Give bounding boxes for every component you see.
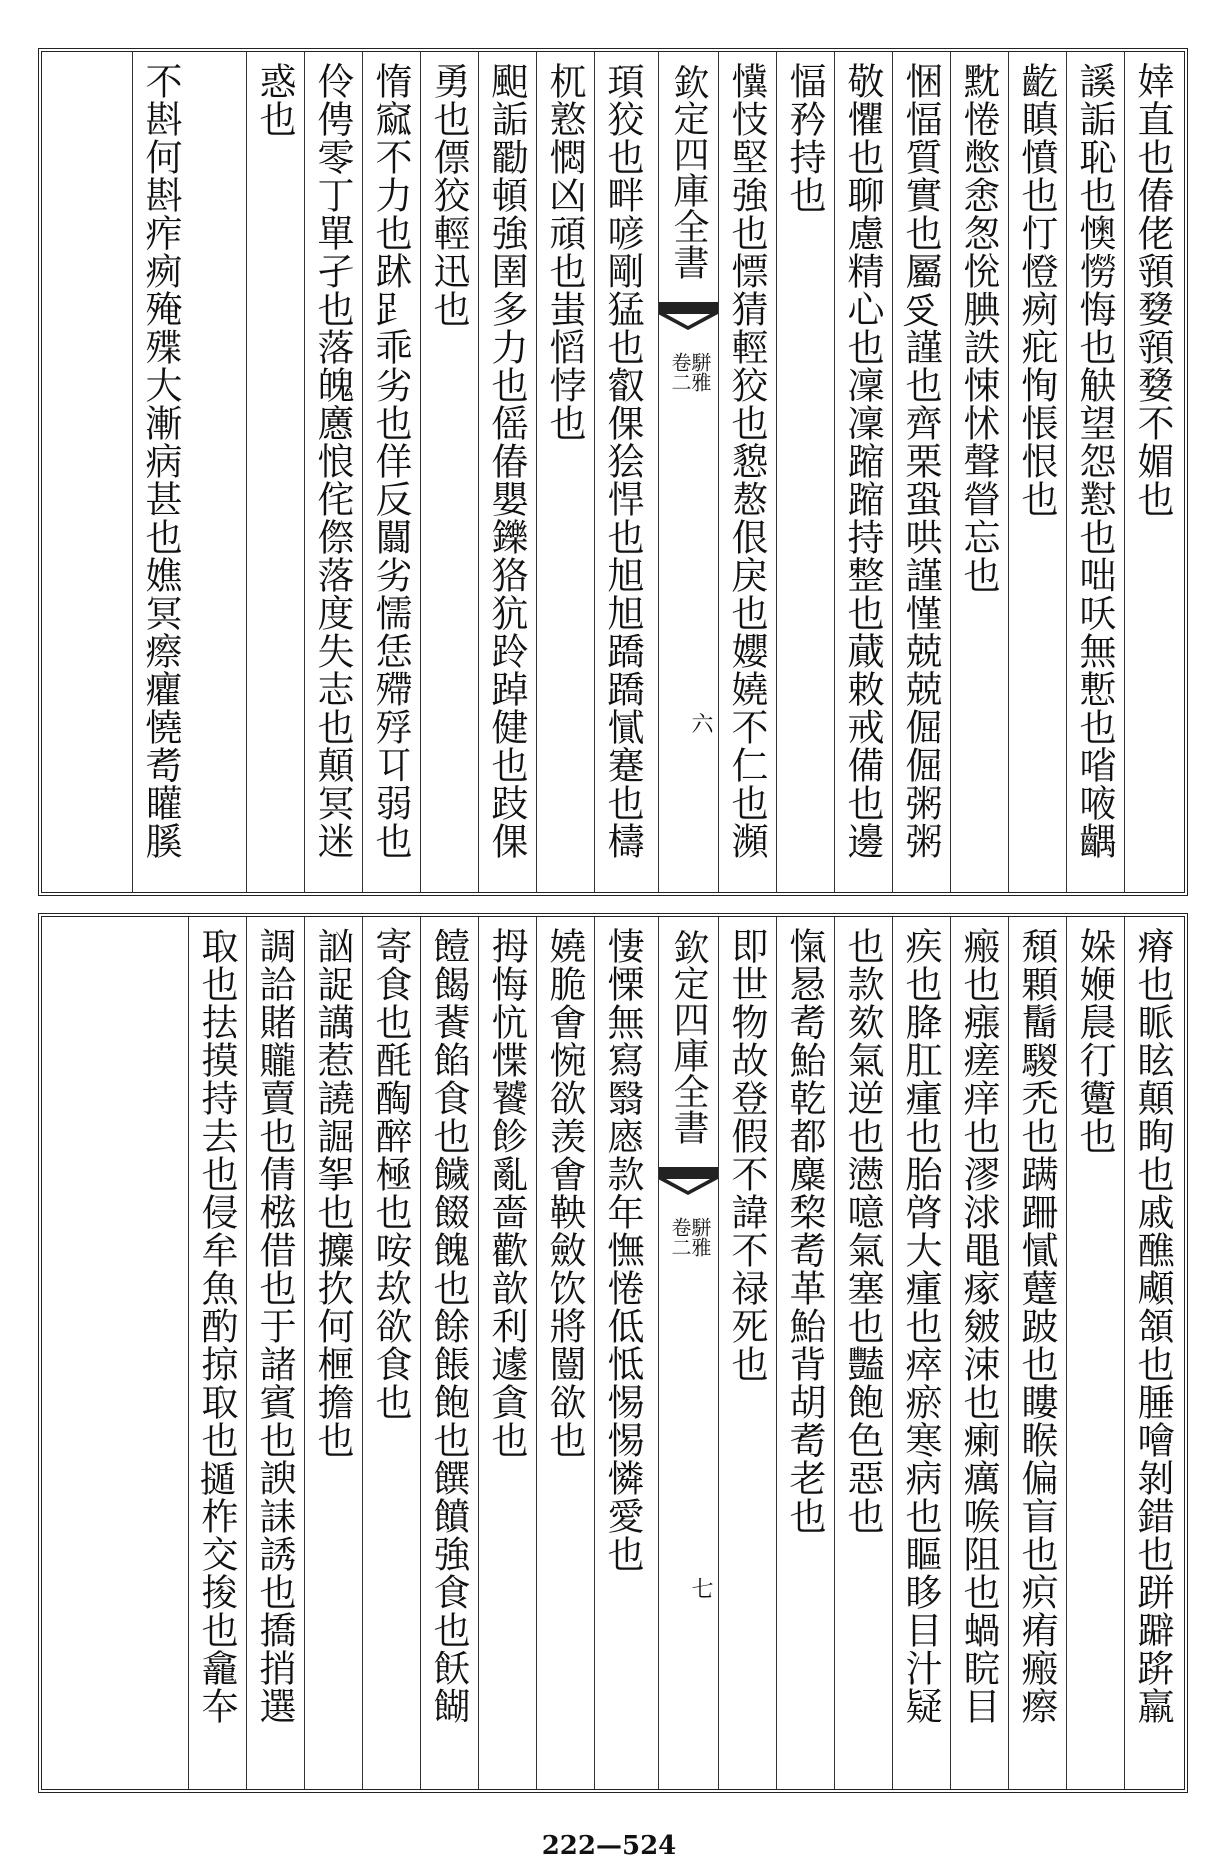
banner-title: 欽定四庫全書 [668, 64, 709, 280]
text-column: 也款欬氣逆也懑噫氣塞也豔飽色惡也 [841, 927, 884, 1535]
text-column: 㛊㛹䢅㣔躛也 [1073, 927, 1116, 1155]
text-column: 饐餲餥餡食也饖餟餽也餘餦飽也饌饙強食也飫餬 [427, 927, 470, 1725]
text-column: 謑詬恥也懊憦悔也觖望怨懟也咄㕭無慙也㗂㖡齵 [1073, 62, 1116, 860]
column-rule [1066, 52, 1067, 892]
banner-book: 駢雅 [688, 1217, 712, 1257]
text-column: 齕瞋憤也忊憕㾐疪恂悵恨也 [1015, 62, 1058, 518]
column-rule [362, 52, 363, 892]
text-column: 勇也僄狡輕迅也 [427, 62, 470, 328]
column-rule [950, 52, 951, 892]
column-rule [1124, 52, 1125, 892]
page-number: 222—524 [541, 1831, 677, 1861]
banner-rule [718, 52, 719, 892]
column-rule [304, 917, 305, 1789]
column-rule [420, 52, 421, 892]
column-rule [536, 52, 537, 892]
column-rule [1066, 917, 1067, 1789]
column-rule [594, 52, 595, 892]
banner-title: 欽定四庫全書 [668, 929, 709, 1145]
text-column: 悃愊質實也屬𠬪謹也齊栗蛩哄謹慬兢兢倔倔粥粥 [899, 62, 942, 860]
text-column: 愊矜持也 [783, 62, 826, 214]
text-column: 疾也胮肛瘇也胎䏿大瘇也瘁瘀寒病也瞘眵目汁疑 [899, 927, 942, 1725]
text-column: 瘢也瘬瘥痒也漻浗黽瘃皴涑也瘌癘㗋阻也蝸睆目 [957, 927, 1000, 1725]
center-fold-banner [658, 52, 718, 892]
column-rule [834, 917, 835, 1789]
column-rule [304, 52, 305, 892]
text-column: 懻忮堅強也慓猜輕狡也㦝㥿佷戾也孆嬈不仁也瀕 [725, 62, 768, 860]
text-column: 調詥賭贚賣也倩㭹借也于諸賓也諛誄誘也撟捎選 [253, 927, 296, 1725]
text-column: 伶俜零丁單孑也落魄懬悢侘傺落度失志也顛冥迷 [311, 62, 354, 860]
column-rule [892, 52, 893, 892]
text-column: 杌憝㦖凶頑也蚩慆悖也 [543, 62, 586, 442]
column-rule [834, 52, 835, 892]
banner-book: 駢雅 [688, 352, 712, 392]
text-column: 瘠也眽眩顛眴也戚醮顑頷也腄噲剝錯也跰躃䟸羸 [1131, 927, 1174, 1725]
text-column: 頊狡也畔喭剛猛也叡倮狯悍也旭旭蹻蹻㦐蹇也檮 [601, 62, 644, 860]
column-rule [478, 52, 479, 892]
banner-page: 六 [688, 712, 713, 734]
column-rule [892, 917, 893, 1789]
fish-tail-ornament [658, 1167, 718, 1197]
text-column: 惰窳不力也䟣𧾷乖劣也佯反闒劣懦恁殢殍㔿弱也 [369, 62, 412, 860]
column-rule [246, 52, 247, 892]
text-column: 取也抾摸持去也侵牟魚酌掠取也𢶿柞交捘也龕夲 [195, 927, 238, 1725]
column-rule [420, 917, 421, 1789]
banner-rule [658, 52, 659, 892]
column-rule [776, 917, 777, 1789]
top-leaf [38, 48, 1188, 896]
banner-rule [658, 917, 659, 1789]
text-column: 寄食也酕醄醉極也咹㰦欲食也 [369, 927, 412, 1421]
banner-page: 七 [688, 1577, 713, 1599]
column-rule [950, 917, 951, 1789]
text-column: 愾惖耉鮐乾都麋棃耉革鮐背胡耉老也 [783, 927, 826, 1535]
text-column: 不斟何斟痄㾐殗殜大漸病甚也嫶冥瘵癯憢耉矔膎 [139, 62, 182, 860]
column-rule [1008, 52, 1009, 892]
center-fold-banner [658, 917, 718, 1789]
column-rule [132, 52, 133, 892]
column-rule [594, 917, 595, 1789]
bottom-leaf [38, 913, 1188, 1793]
banner-rule [718, 917, 719, 1789]
column-rule [536, 917, 537, 1789]
text-column: 頹顆鬝騣禿也蹒跚㦐躠跛也瞜睺偏盲也疻痏瘢瘵 [1015, 927, 1058, 1725]
column-rule [478, 917, 479, 1789]
text-column: 嬈脆㑹惋欲羡㑹鞅斂饮將闓欲也 [543, 927, 586, 1459]
column-rule [1124, 917, 1125, 1789]
column-rule [188, 917, 189, 1789]
text-column: 即世物故登假不諱不禄死也 [725, 927, 768, 1383]
text-column: 惑也 [253, 62, 296, 138]
text-column: 䫻詬㔥頓強圉多力也傜偆嬰鑠狢犺跉踔健也跂倮 [485, 62, 528, 860]
column-rule [246, 917, 247, 1789]
text-column: 拇悔忼惵饕飻亂嗇歡歆利遽貪也 [485, 927, 528, 1459]
column-rule [776, 52, 777, 892]
text-column: 訩䛤䜕惹譊誳挐也攗扻何㭱擔也 [311, 927, 354, 1459]
fish-tail-ornament [658, 302, 718, 332]
column-rule [1008, 917, 1009, 1789]
banner-volume: 卷二 [668, 1217, 692, 1257]
text-column: 婞直也偆佬頱㜈頱㜈不媚也 [1131, 62, 1174, 518]
text-column: 敬懼也聊慮精心也凜凜蹜蹜持整也蕆敕戒備也邊 [841, 62, 884, 860]
text-column: 悽慄無寫翳㥷款年憮惓低怟惕惕憐愛也 [601, 927, 644, 1573]
banner-volume: 卷二 [668, 352, 692, 392]
column-rule [362, 917, 363, 1789]
text-column: 黕惓憋悆怱恱腆詄悚怵聲䁝忘也 [957, 62, 1000, 594]
